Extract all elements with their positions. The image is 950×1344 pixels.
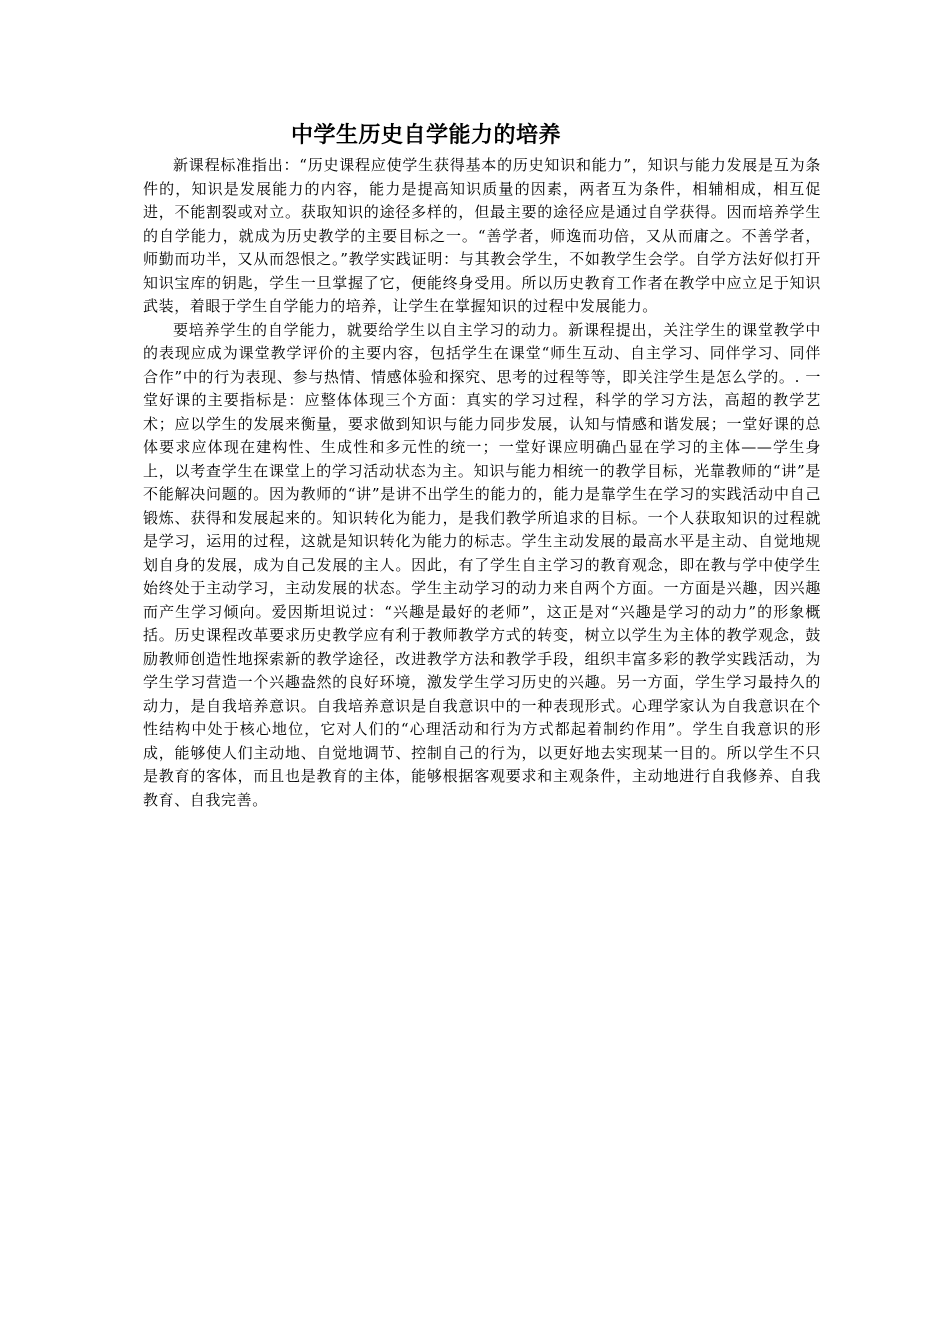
paragraph-1: 新课程标准指出：“历史课程应使学生获得基本的历史知识和能力”，知识与能力发展是互为条件的，知识是发展能力的内容，能力是提高知识质量的因素，两者互为条件，相辅相成，相互促进，不能割裂或对立。获取知识的途径多样的，但最主要的途径应是通过自学获得。因而培养学生的自学能力，就成为历史教学的主要目标之一。“善学者，师逸而功倍，又从而庸之。不善学者，师勤而功半，又从而怨恨之。”教学实践证明：与其教会学生，不如教学生会学。自学方法好似打开知识宝库的钥匙，学生一旦掌握了它，便能终身受用。所以历史教育工作者在教学中应立足于知识武装，着眼于学生自学能力的培养，让学生在掌握知识的过程中发展能力。 [143,156,821,315]
document-page [143,120,821,812]
paragraph-2: 要培养学生的自学能力，就要给学生以自主学习的动力。新课程提出，关注学生的课堂教学中的表现应成为课堂教学评价的主要内容，包括学生在课堂“师生互动、自主学习、同伴学习、同伴合作”中的行为表现、参与热情、情感体验和探究、思考的过程等等，即关注学生是怎么学的。. 一堂好课的主要指标是：应整体体现三个方面：真实的学习过程，科学的学习方法，高超的教学艺术；应以学生的发展来衡量，要求做到知识与能力同步发展，认知与情感和谐发展；一堂好课的总体要求应体现在建构性、生成性和多元性的统一；一堂好课应明确凸显在学习的主体——学生身上，以考查学生在课堂上的学习活动状态为主。知识与能力相统一的教学目标，光靠教师的“讲”是不能解决问题的。因为教师的“讲”是讲不出学生的能力的，能力是靠学生在学习的实践活动中自己锻炼、获得和发展起来的。知识转化为能力，是我们教学所追求的目标。一个人获取知识的过程就是学习，运用的过程，这就是知识转化为能力的标志。学生主动发展的最高水平是主动、自觉地规划自身的发展，成为自己发展的主人。因此，有了学生自主学习的教育观念，即在教与学中使学生始终处于主动学习，主动发展的状态。学生主动学习的动力来自两个方面。一方面是兴趣，因兴趣而产生学习倾向。爱因斯坦说过：“兴趣是最好的老师”，这正是对“兴趣是学习的动力”的形象概括。历史课程改革要求历史教学应有利于教师教学方式的转变，树立以学生为主体的教学观念，鼓励教师创造性地探索新的教学途径，改进教学方法和教学手段，组织丰富多彩的教学实践活动，为学生学习营造一个兴趣盎然的良好环境，激发学生学习历史的兴趣。另一方面，学生学习最持久的动力，是自我培养意识。自我培养意识是自我意识中的一种表现形式。心理学家认为自我意识在个性结构中处于核心地位，它对人们的“心理活动和行为方式都起着制约作用”。学生自我意识的形成，能够使人们主动地、自觉地调节、控制自己的行为，以更好地去实现某一目的。所以学生不只是教育的客体，而且也是教育的主体，能够根据客观要求和主观条件，主动地进行自我修养、自我教育、自我完善。 [143,320,821,809]
document-title: 中学生历史自学能力的培养 [291,123,562,148]
